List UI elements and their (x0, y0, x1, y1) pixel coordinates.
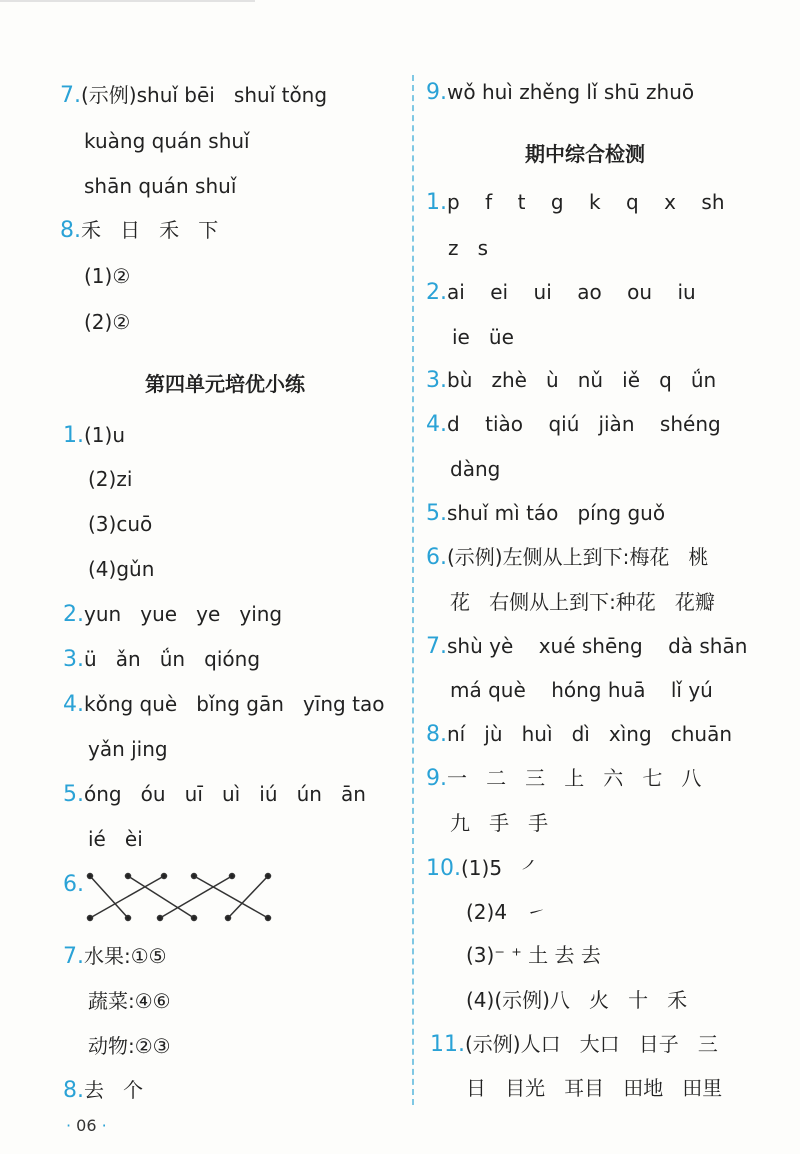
right-m10-line2: (2)4 ㇀ (466, 900, 547, 924)
answer-text: 一 二 三 上 六 七 八 (447, 766, 702, 790)
question-number: 3. (63, 647, 84, 672)
left-q7-line1 (60, 85, 327, 107)
left-q8-line2: (1)② (84, 264, 131, 288)
left-u4q5-line2: ié èi (88, 827, 143, 851)
match-line (160, 876, 232, 918)
right-m11-line2: 日 目光 耳目 田地 田里 (466, 1076, 723, 1100)
question-number: 5. (426, 501, 447, 526)
answer-text: (示例)左侧从上到下:梅花 桃 (447, 545, 709, 569)
match-dot (266, 874, 271, 879)
answer-text: d tiào qiú jiàn shéng (447, 412, 721, 436)
match-dot (192, 916, 197, 921)
right-m6-line2: 花 右侧从上到下:种花 花瓣 (450, 590, 715, 614)
left-u4q4-line1 (63, 694, 384, 716)
page-number-text: 06 (76, 1116, 97, 1135)
question-number: 1. (63, 423, 84, 448)
answer-text: yun yue ye ying (84, 602, 283, 626)
matching-lines-diagram (84, 868, 274, 924)
right-q9-line1 (426, 82, 694, 104)
left-u4q2-line1 (63, 604, 282, 626)
answer-text: shuǐ mì táo píng guǒ (447, 501, 666, 525)
left-u4q8-line1 (63, 1080, 143, 1102)
question-number: 3. (426, 368, 447, 393)
left-u4q6-line1 (63, 874, 84, 896)
right-m9-line1 (426, 768, 701, 790)
answer-text: ní jù huì dì xìng chuān (447, 722, 733, 746)
match-dot (88, 916, 93, 921)
question-number: 11. (430, 1032, 465, 1057)
right-m1-line1 (426, 192, 725, 214)
answer-text: wǒ huì zhěng lǐ shū zhuō (447, 80, 695, 104)
question-number: 4. (426, 412, 447, 437)
right-m2-line1 (426, 282, 696, 304)
question-number: 7. (63, 944, 84, 969)
right-m4-line2: dàng (450, 457, 501, 481)
page-number: · 06 · (66, 1116, 107, 1135)
question-number: 6. (63, 872, 84, 897)
question-number: 7. (426, 634, 447, 659)
left-u4q3-line1 (63, 649, 260, 671)
right-m3-line1 (426, 370, 716, 392)
match-line (194, 876, 268, 918)
right-m4-line1 (426, 414, 721, 436)
right-m7-line2: má què hóng huā lǐ yú (450, 678, 713, 702)
match-dot (126, 916, 131, 921)
question-number: 6. (426, 545, 447, 570)
question-number: 9. (426, 80, 447, 105)
right-m10-line3: (3)⁻ ⁺ 土 去 去 (466, 943, 601, 967)
left-u4q1-line1 (63, 425, 125, 447)
question-number: 4. (63, 692, 84, 717)
left-u4q1-line3: (3)cuō (88, 512, 153, 536)
match-line (90, 876, 128, 918)
answer-text: ai ei ui ao ou iu (447, 280, 696, 304)
answer-text: 水果:①⑤ (84, 944, 167, 968)
answer-text: (1)u (84, 423, 126, 447)
answer-text: 禾 日 禾 下 (81, 218, 219, 242)
right-m10-line4: (4)(示例)八 火 十 禾 (466, 988, 688, 1012)
left-u4q4-line2: yǎn jing (88, 737, 168, 761)
answer-text: kǒng què bǐng gān yīng tao (84, 692, 385, 716)
answer-text: óng óu uī uì iú ún ān (84, 782, 366, 806)
answer-text: bù zhè ù nǔ iě q ǘn (447, 368, 717, 392)
top-rule (0, 0, 255, 2)
section-title-unit4: 第四单元培优小练 (145, 372, 305, 396)
question-number: 5. (63, 782, 84, 807)
answer-text: ü ǎn ǘn qióng (84, 647, 261, 671)
match-dot (230, 874, 235, 879)
left-u4q1-line2: (2)zi (88, 467, 133, 491)
section-title-midterm: 期中综合检测 (525, 142, 645, 166)
answer-text: p f t g k q x sh (447, 190, 725, 214)
question-number: 1. (426, 190, 447, 215)
left-u4q7-line1 (63, 946, 167, 968)
left-u4q1-line4: (4)gǔn (88, 557, 155, 581)
match-dot (88, 874, 93, 879)
question-number: 2. (426, 280, 447, 305)
match-dot (162, 874, 167, 879)
question-number: 9. (426, 766, 447, 791)
match-dot (226, 916, 231, 921)
question-number: 2. (63, 602, 84, 627)
question-number: 8. (60, 218, 81, 243)
left-u4q7-line3: 动物:②③ (88, 1034, 171, 1058)
left-q7-line3: shān quán shuǐ (84, 174, 237, 198)
match-dot (266, 916, 271, 921)
answer-text: (示例)人口 大口 日子 三 (465, 1032, 718, 1056)
match-dot (192, 874, 197, 879)
match-dot (158, 916, 163, 921)
question-number: 8. (426, 722, 447, 747)
answer-text: 去 个 (84, 1078, 144, 1102)
left-u4q7-line2: 蔬菜:④⑥ (88, 989, 171, 1013)
match-line (90, 876, 164, 918)
match-dot (126, 874, 131, 879)
answer-text: (1)5 ㇒ (461, 856, 542, 880)
answer-text: shù yè xué shēng dà shān (447, 634, 748, 658)
column-divider (412, 75, 414, 1105)
left-q8-line1 (60, 220, 218, 242)
right-m9-line2: 九 手 手 (450, 811, 549, 835)
question-number: 10. (426, 856, 461, 881)
left-q7-line2: kuàng quán shuǐ (84, 129, 250, 153)
right-m8-line1 (426, 724, 732, 746)
match-line (128, 876, 194, 918)
right-m1-line2: z s (448, 236, 488, 260)
right-m5-line1 (426, 503, 665, 525)
right-m10-line1 (426, 858, 541, 880)
match-line (228, 876, 268, 918)
right-m6-line1 (426, 547, 708, 569)
question-number: 8. (63, 1078, 84, 1103)
question-number: 7. (60, 83, 81, 108)
right-m7-line1 (426, 636, 747, 658)
right-m2-line2: ie üe (452, 325, 514, 349)
left-u4q5-line1 (63, 784, 366, 806)
left-q8-line3: (2)② (84, 310, 131, 334)
right-m11-line1 (430, 1034, 718, 1056)
answer-text: (示例)shuǐ bēi shuǐ tǒng (81, 83, 328, 107)
